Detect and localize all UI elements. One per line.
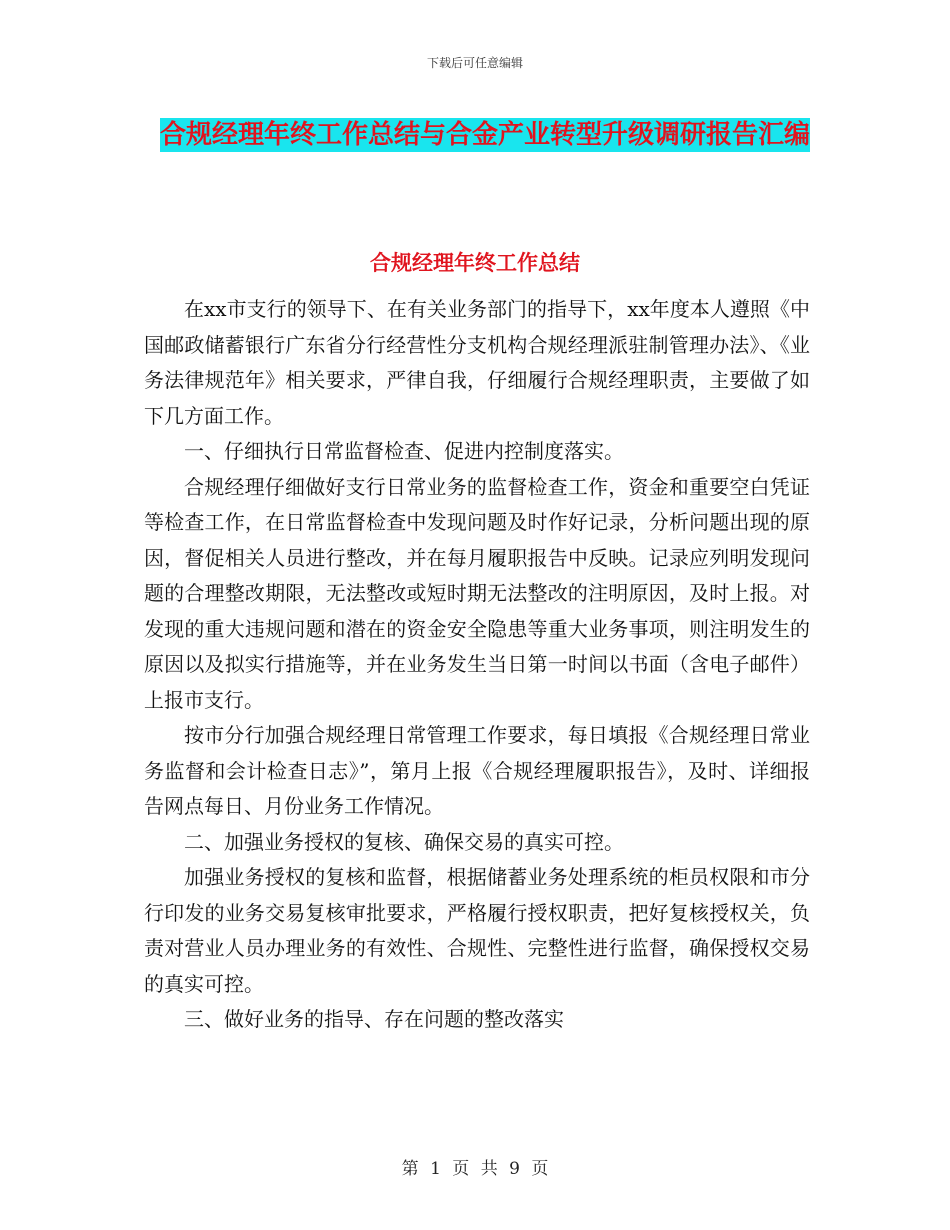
paragraph: 按市分行加强合规经理日常管理工作要求，每日填报《合规经理日常业务监督和会计检查日志》”，第月上报《合规经理履职报告》，及时、详细报告网点每日、月份业务工作情况。 — [144, 723, 810, 818]
heading-item-2: 二、加强业务授权的复核、确保交易的真实可控。 — [184, 829, 624, 854]
section-title: 合规经理年终工作总结 — [370, 251, 580, 275]
body-content — [144, 292, 810, 1038]
paragraph: 在xx市支行的领导下、在有关业务部门的指导下，xx年度本人遵照《中国邮政储蓄银行广东省分行经营性分支机构合规经理派驻制管理办法》、《业务法律规范年》相关要求，严律自我，仔细履行合规经理职责，主要做了如下几方面工作。 — [144, 297, 810, 428]
page-footer: 第 1 页 共 9 页 — [401, 1159, 549, 1179]
document-title-text: 合规经理年终工作总结与合金产业转型升级调研报告汇编 — [159, 120, 810, 150]
heading-item-3: 三、做好业务的指导、存在问题的整改落实 — [184, 1007, 564, 1031]
document-title — [145, 110, 825, 160]
header-note: 下载后可任意编辑 — [426, 56, 523, 70]
heading-item-1: 一、仔细执行日常监督检查、促进内控制度落实。 — [184, 439, 624, 463]
paragraph: 合规经理仔细做好支行日常业务的监督检查工作，资金和重要空白凭证等检查工作，在日常监督检查中发现问题及时作好记录，分析问题出现的原因，督促相关人员进行整改，并在每月履职报告中反映。记录应列明发现问题的合理整改期限，无法整改或短时期无法整改的注明原因，及时上报。对发现的重大违规问题和潜在的资金安全隐患等重大业务事项，则注明发生的原因以及拟实行措施等，并在业务发生当日第一时间以书面（含电子邮件）上报市支行。 — [144, 474, 810, 712]
paragraph: 加强业务授权的复核和监督，根据储蓄业务处理系统的柜员权限和市分行印发的业务交易复核审批要求，严格履行授权职责，把好复核授权关，负责对营业人员办理业务的有效性、合规性、完整性进行监督，确保授权交易的真实可控。 — [144, 865, 810, 996]
